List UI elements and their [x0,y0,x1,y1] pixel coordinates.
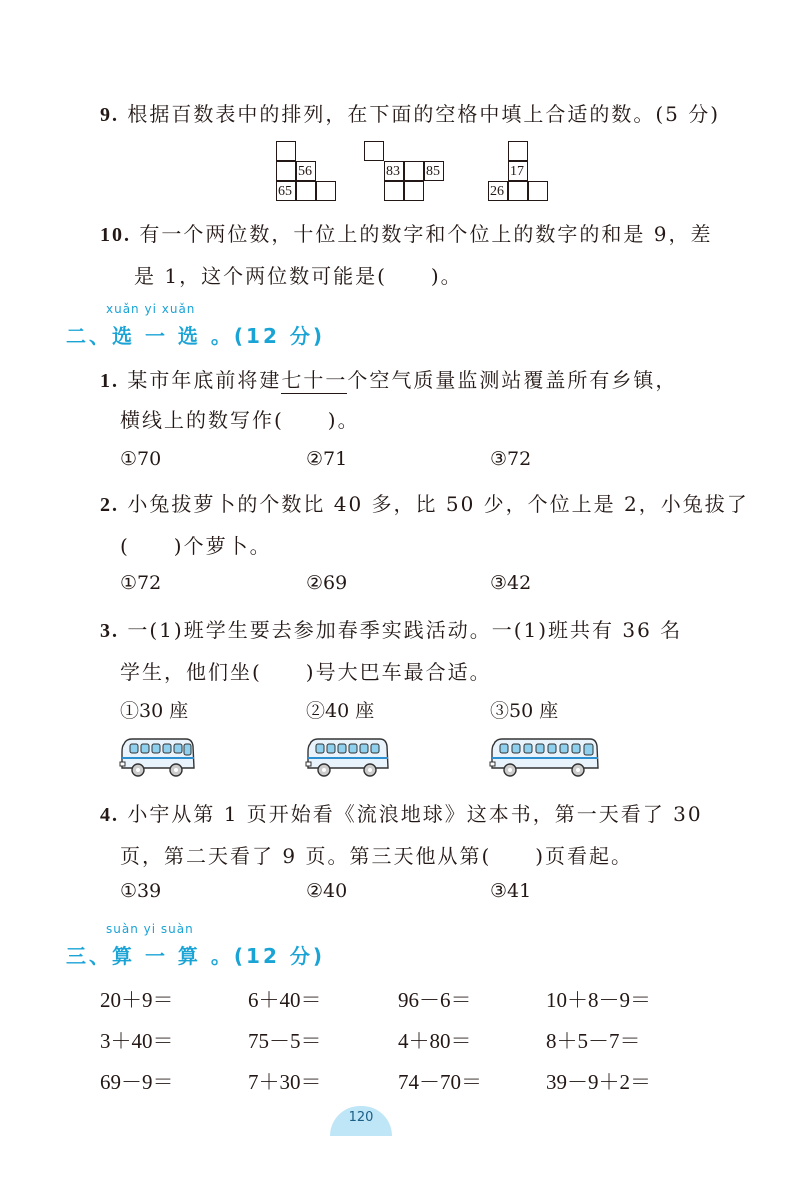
option-3[interactable]: ③72 [490,448,532,470]
question-line-2: 学生，他们坐( )号大巴车最合适。 [120,660,492,684]
grid-blank-cell[interactable] [508,141,528,161]
question-text: 小宇从第 1 页开始看《流浪地球》这本书，第一天看了 30 [127,802,703,826]
bus-illustration-small [118,736,196,780]
grid-blank-cell[interactable] [528,181,548,201]
grid-number-cell: 83 [384,161,404,181]
grid-blank-cell[interactable] [276,141,296,161]
question-2-2 [100,488,749,517]
question-line-2: 横线上的数写作( )。 [120,408,360,432]
grid-number-cell: 65 [276,181,296,201]
option-1[interactable]: ①30 座 [120,700,189,722]
option-2[interactable]: ②71 [306,448,348,470]
question-line-2: ( )个萝卜。 [120,534,272,558]
grid-number-cell: 56 [296,161,316,181]
question-2-3 [100,614,682,643]
grid-blank-cell[interactable] [404,181,424,201]
question-number: 1. [100,370,119,392]
calc-item: 96－6＝ [398,988,472,1012]
grid-number-cell: 17 [508,161,528,181]
option-3[interactable]: ③41 [490,880,532,902]
question-number: 9. [100,104,119,126]
option-3[interactable]: ③42 [490,572,532,594]
question-text: 有一个两位数，十位上的数字和个位上的数字的和是 9，差 [139,222,713,246]
question-2-1 [100,364,677,393]
calc-item: 75－5＝ [248,1029,322,1053]
underlined-number-words: 七十一 [281,368,348,392]
section-title: 二、选 一 选 。(12 分) [66,324,325,348]
section-title: 三、算 一 算 。(12 分) [66,944,325,968]
grid-blank-cell[interactable] [296,181,316,201]
option-3[interactable]: ③50 座 [490,700,559,722]
option-1[interactable]: ①72 [120,572,162,594]
grid-blank-cell[interactable] [384,181,404,201]
grid-number-cell: 26 [488,181,508,201]
grid-blank-cell[interactable] [508,181,528,201]
question-number: 2. [100,494,119,516]
question-text: 一(1)班学生要去参加春季实践活动。一(1)班共有 36 名 [127,618,683,642]
question-10 [100,218,712,247]
question-text: 根据百数表中的排列，在下面的空格中填上合适的数。(5 分) [127,102,721,126]
section-pinyin: suàn yi suàn [106,922,194,936]
section-pinyin: xuǎn yi xuǎn [106,302,196,316]
bus-illustration-medium [304,736,390,780]
question-text: 小兔拔萝卜的个数比 40 多，比 50 少，个位上是 2，小兔拔了 [127,492,749,516]
option-1[interactable]: ①70 [120,448,162,470]
option-1[interactable]: ①39 [120,880,162,902]
question-text: 个空气质量监测站覆盖所有乡镇， [347,368,678,392]
question-text: 某市年底前将建 [127,368,282,392]
grid-number-cell: 85 [424,161,444,181]
calc-item: 6＋40＝ [248,988,322,1012]
calc-item: 74－70＝ [398,1070,482,1094]
bus-illustration-large [488,736,600,780]
grid-blank-cell[interactable] [276,161,296,181]
calc-item: 69－9＝ [100,1070,174,1094]
question-number: 3. [100,620,119,642]
calc-item: 4＋80＝ [398,1029,472,1053]
question-number: 4. [100,804,119,826]
option-2[interactable]: ②69 [306,572,348,594]
calc-item: 3＋40＝ [100,1029,174,1053]
option-2[interactable]: ②40 座 [306,700,375,722]
calc-item: 20＋9＝ [100,988,174,1012]
calc-item: 7＋30＝ [248,1070,322,1094]
grid-blank-cell[interactable] [364,141,384,161]
question-number: 10. [100,224,131,246]
grid-blank-cell[interactable] [316,181,336,201]
calc-item: 8＋5－7＝ [546,1029,641,1053]
question-line-2: 页，第二天看了 9 页。第三天他从第( )页看起。 [120,844,634,868]
grid-blank-cell[interactable] [404,161,424,181]
page-number: 120 [348,1110,374,1125]
question-10-line-2: 是 1，这个两位数可能是( )。 [134,264,463,288]
option-2[interactable]: ②40 [306,880,348,902]
question-9 [100,98,720,127]
question-2-4 [100,798,703,827]
calc-item: 10＋8－9＝ [546,988,651,1012]
calc-item: 39－9＋2＝ [546,1070,651,1094]
